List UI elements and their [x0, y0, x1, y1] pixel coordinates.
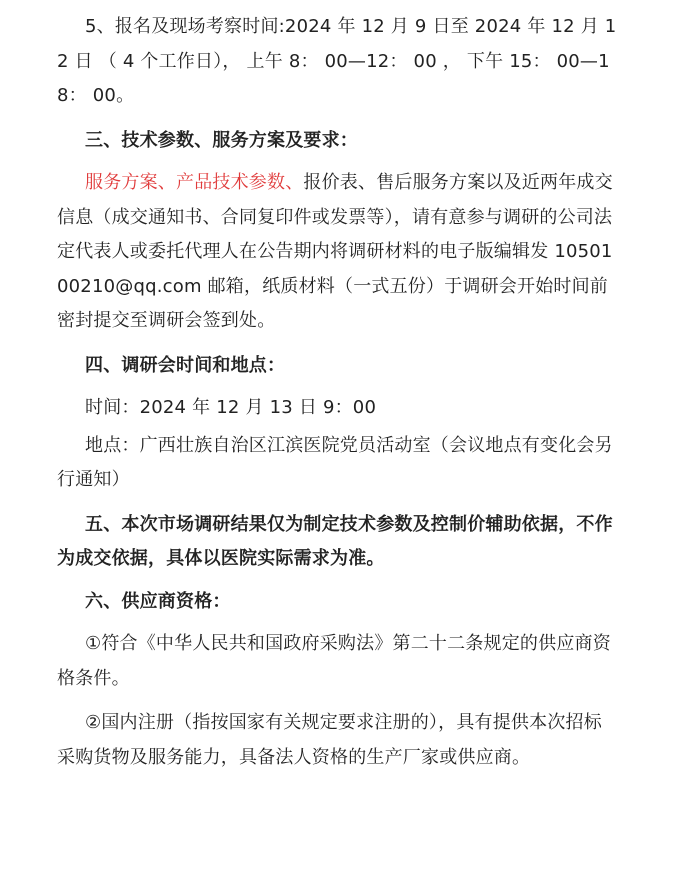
highlighted-requirements-text: 服务方案、产品技术参数、 — [85, 172, 304, 193]
section-5-heading: 五、本次市场调研结果仅为制定技术参数及控制价辅助依据，不作为成交依据，具体以医院实际需求为准。 — [57, 513, 613, 569]
section-4-heading: 四、调研会时间和地点： — [85, 354, 286, 376]
qualification-1-text: ①符合《中华人民共和国政府采购法》第二十二条规定的供应商资格条件。 — [57, 633, 611, 689]
meeting-place-text: 地点：广西壮族自治区江滨医院党员活动室（会议地点有变化会另行通知） — [57, 434, 613, 490]
meeting-time-text: 时间：2024 年 12 月 13 日 9：00 — [85, 397, 377, 418]
technical-requirements-paragraph — [57, 166, 617, 339]
section-6-heading: 六、供应商资格： — [85, 590, 231, 612]
document-body — [57, 10, 617, 785]
section-3-heading: 三、技术参数、服务方案及要求： — [85, 129, 358, 151]
registration-time-paragraph: 5、报名及现场考察时间:2024 年 12 月 9 日至 2024 年 12 月 12 日 （ 4 个工作日）， 上午 8： 00—12： 00 ， 下午 15： 00—18： 00。 — [57, 16, 617, 106]
qualification-2-text: ②国内注册（指按国家有关规定要求注册的），具有提供本次招标采购货物及服务能力，具备法人资格的生产厂家或供应商。 — [57, 712, 602, 768]
requirements-body-text: 报价表、售后服务方案以及近两年成交信息（成交通知书、合同复印件或发票等），请有意参与调研的公司法定代表人或委托代理人在公告期内将调研材料的电子版编辑发 1050100210@qq.com 邮箱，纸质材料（一式五份）于调研会开始时间前密封提交至调研会签到处。 — [57, 172, 613, 331]
